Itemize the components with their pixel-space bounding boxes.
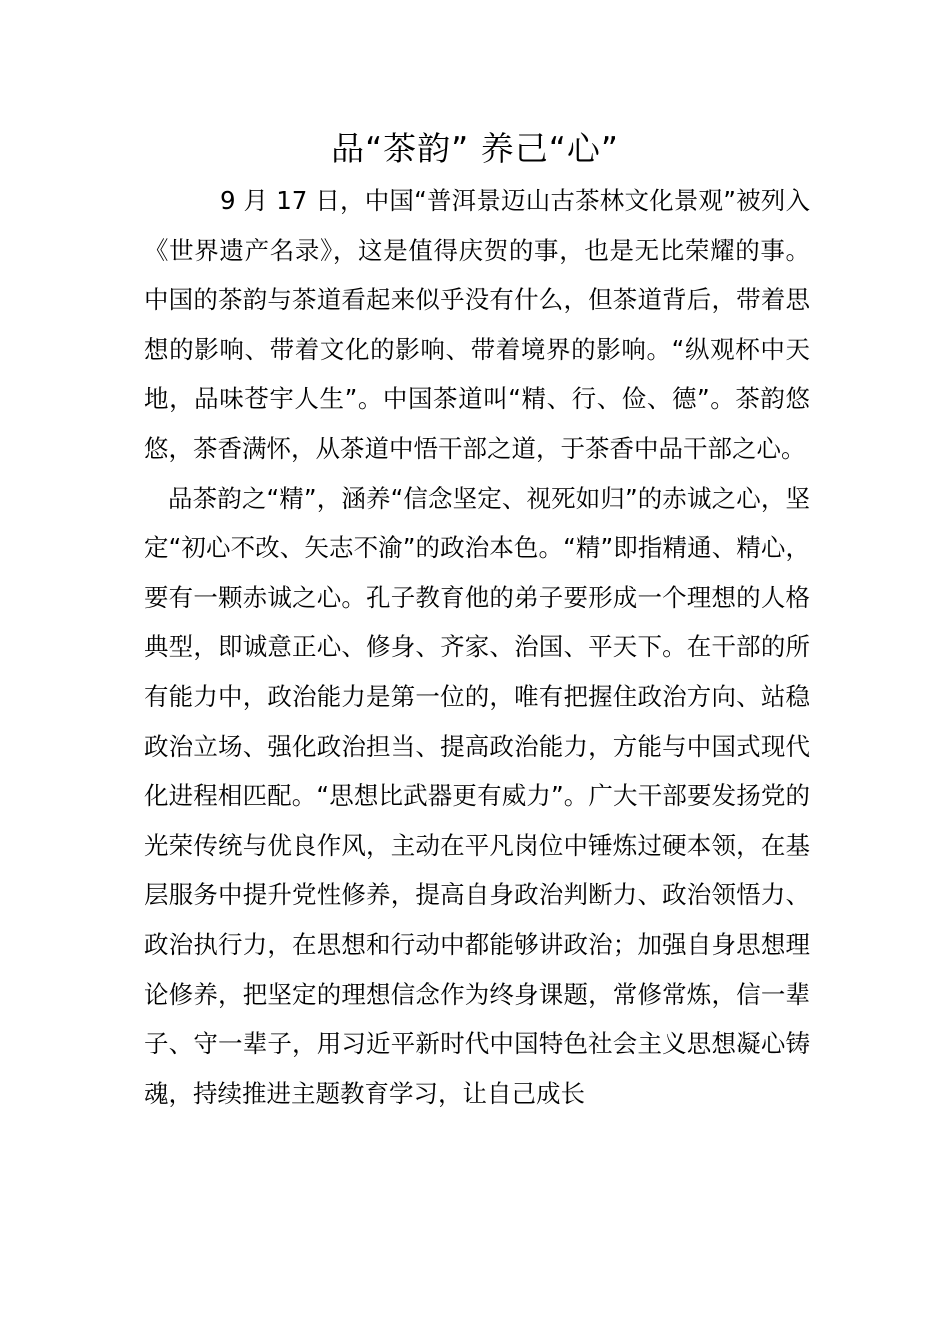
document-body (144, 176, 810, 1118)
paragraph-intro: 9 月 17 日，中国“普洱景迈山古茶林文化景观”被列入《世界遗产名录》，这是值得庆贺的事，也是无比荣耀的事。中国的茶韵与茶道看起来似乎没有什么，但茶道背后，带着思想的影响、带着文化的影响、带着境界的影响。“纵观杯中天地，品味苍宇人生”。中国茶道叫“精、行、俭、德”。茶韵悠悠，茶香满怀，从茶道中悟干部之道，于茶香中品干部之心。 (144, 186, 810, 463)
document-title: 品“茶韵” 养己“心” (331, 129, 619, 168)
paragraph-jing: 品茶韵之“精”，涵养“信念坚定、视死如归”的赤诚之心，坚定“初心不改、矢志不渝”的政治本色。“精”即指精通、精心，要有一颗赤诚之心。孔子教育他的弟子要形成一个理想的人格典型，即诚意正心、修身、齐家、治国、平天下。在干部的所有能力中，政治能力是第一位的，唯有把握住政治方向、站稳政治立场、强化政治担当、提高政治能力，方能与中国式现代化进程相匹配。“思想比武器更有威力”。广大干部要发扬党的光荣传统与优良作风，主动在平凡岗位中锤炼过硬本领，在基层服务中提升党性修养，提高自身政治判断力、政治领悟力、政治执行力，在思想和行动中都能够讲政治；加强自身思想理论修养，把坚定的理想信念作为终身课题，常修常炼，信一辈子、守一辈子，用习近平新时代中国特色社会主义思想凝心铸魂，持续推进主题教育学习，让自己成长 (144, 483, 810, 1108)
